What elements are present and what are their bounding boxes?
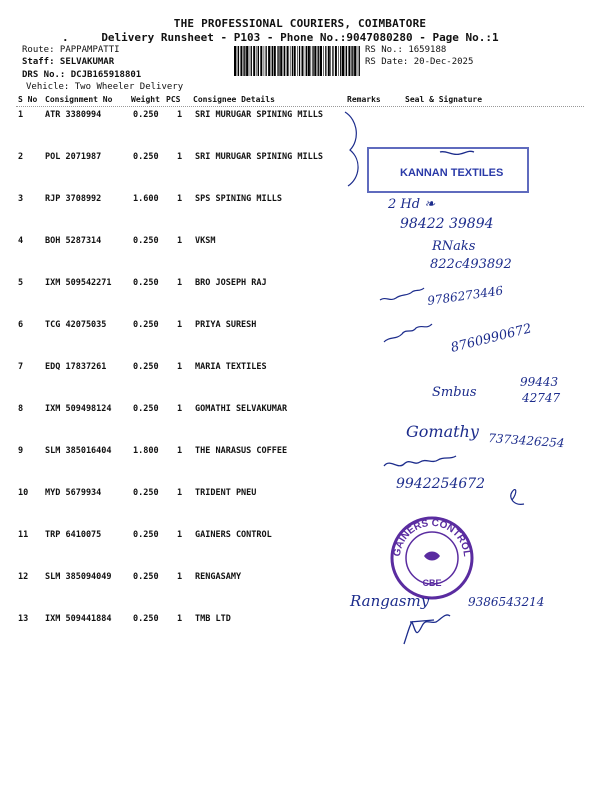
row-sno: 1 xyxy=(18,110,24,120)
row-consignee: RENGASAMY xyxy=(195,572,242,582)
row-consignment-no: POL 2071987 xyxy=(45,152,102,162)
row-sno: 3 xyxy=(18,194,24,204)
sig5-scrawl xyxy=(380,288,424,300)
col-remarks: Remarks xyxy=(347,95,381,104)
row-sno: 9 xyxy=(18,446,24,456)
gainers-stamp xyxy=(392,518,472,598)
barcode-image xyxy=(234,46,362,76)
row-pcs: 1 xyxy=(177,278,183,288)
row-pcs: 1 xyxy=(177,446,183,456)
row-consignee: PRIYA SURESH xyxy=(195,320,257,330)
row-consignee: MARIA TEXTILES xyxy=(195,362,267,372)
row-consignee: THE NARASUS COFFEE xyxy=(195,446,288,456)
stamp-emblem-icon xyxy=(424,552,440,561)
bullet-dot: . xyxy=(62,31,69,44)
row-consignee: TMB LTD xyxy=(195,614,231,624)
row-sno: 10 xyxy=(18,488,29,498)
row-sno: 13 xyxy=(18,614,29,624)
row-consignee: SPS SPINING MILLS xyxy=(195,194,282,204)
row-weight: 0.250 xyxy=(133,320,159,330)
sig6-phone: 8760990672 xyxy=(449,321,534,356)
company-title: THE PROFESSIONAL COURIERS, COIMBATORE xyxy=(173,17,427,30)
row-pcs: 1 xyxy=(177,572,183,582)
row-weight: 1.600 xyxy=(133,194,159,204)
row-consignment-no: BOH 5287314 xyxy=(45,236,102,246)
vehicle-label: Vehicle: Two Wheeler Delivery xyxy=(26,82,184,92)
row-consignment-no: EDQ 17837261 xyxy=(45,362,107,372)
row-consignee: SRI MURUGAR SPINING MILLS xyxy=(195,152,323,162)
sig13-phone: 9386543214 xyxy=(468,595,545,609)
sig8-name: Smbus xyxy=(432,385,477,400)
sig4-phone: 822c493892 xyxy=(430,257,512,272)
row-weight: 1.800 xyxy=(133,446,159,456)
row-sno: 5 xyxy=(18,278,24,288)
staff-label: Staff: SELVAKUMAR xyxy=(22,57,115,67)
row-weight: 0.250 xyxy=(133,530,159,540)
row-consignee: SRI MURUGAR SPINING MILLS xyxy=(195,110,323,120)
sig5-phone: 9786273446 xyxy=(426,283,505,308)
runsheet-subtitle: Delivery Runsheet - P103 - Phone No.:9047080280 - Page No.:1 xyxy=(101,31,499,44)
row-consignee: GAINERS CONTROL xyxy=(195,530,272,540)
row-pcs: 1 xyxy=(177,362,183,372)
row-consignment-no: IXM 509498124 xyxy=(45,404,112,414)
sig11-mark xyxy=(511,490,524,505)
row-pcs: 1 xyxy=(177,530,183,540)
sig4-name: RNaks xyxy=(432,239,476,254)
row-weight: 0.250 xyxy=(133,488,159,498)
sig10-scrawl xyxy=(384,456,456,466)
gainers-stamp-cbe: CBE xyxy=(422,578,442,588)
row-pcs: 1 xyxy=(177,488,183,498)
row-weight: 0.250 xyxy=(133,152,159,162)
sig8-phone-b: 42747 xyxy=(522,391,561,405)
sig9-name: Gomathy xyxy=(406,422,479,441)
sig3-scrawl: 2 Hd ❧ xyxy=(388,197,436,212)
col-pcs: PCS xyxy=(166,95,181,104)
row-sno: 6 xyxy=(18,320,24,330)
row-sno: 11 xyxy=(18,530,29,540)
row-pcs: 1 xyxy=(177,320,183,330)
row-weight: 0.250 xyxy=(133,110,159,120)
kannan-stamp xyxy=(368,148,528,192)
row-pcs: 1 xyxy=(177,236,183,246)
drs-number: DRS No.: DCJB165918801 xyxy=(22,70,142,80)
row-weight: 0.250 xyxy=(133,572,159,582)
row-consignment-no: IXM 509542271 xyxy=(45,278,112,288)
row-pcs: 1 xyxy=(177,614,183,624)
rs-number: RS No.: 1659188 xyxy=(365,45,447,55)
header-rule xyxy=(16,106,584,107)
col-sno: S No xyxy=(18,95,38,104)
row-sno: 12 xyxy=(18,572,29,582)
row-consignment-no: ATR 3380994 xyxy=(45,110,102,120)
row-consignee: VKSM xyxy=(195,236,216,246)
sig3-phone: 98422 39894 xyxy=(400,216,494,232)
sig13-name: Rangasmy xyxy=(350,592,430,610)
row-consignment-no: TRP 6410075 xyxy=(45,530,102,540)
row-consignment-no: RJP 3708992 xyxy=(45,194,102,204)
row-sno: 4 xyxy=(18,236,24,246)
row-consignee: BRO JOSEPH RAJ xyxy=(195,278,267,288)
row-consignment-no: SLM 385016404 xyxy=(45,446,112,456)
row-weight: 0.250 xyxy=(133,614,159,624)
row-consignment-no: SLM 385094049 xyxy=(45,572,112,582)
col-consignee: Consignee Details xyxy=(193,95,275,104)
sig6-scrawl xyxy=(384,324,432,342)
route-label: Route: PAPPAMPATTI xyxy=(22,45,120,55)
row-sno: 7 xyxy=(18,362,24,372)
svg-text:GAINERS CONTROL xyxy=(392,518,472,557)
kannan-stamp-text: KANNAN TEXTILES xyxy=(400,167,504,179)
row-pcs: 1 xyxy=(177,404,183,414)
row-sno: 2 xyxy=(18,152,24,162)
sig13-signature xyxy=(404,615,450,644)
sig8-phone-a: 99443 xyxy=(520,375,559,389)
sig9-phone: 7373426254 xyxy=(487,431,565,451)
row-weight: 0.250 xyxy=(133,362,159,372)
row-pcs: 1 xyxy=(177,152,183,162)
row-consignment-no: TCG 42075035 xyxy=(45,320,107,330)
rs-date: RS Date: 20-Dec-2025 xyxy=(365,57,474,67)
row-consignee: TRIDENT PNEU xyxy=(195,488,257,498)
row-pcs: 1 xyxy=(177,194,183,204)
row-pcs: 1 xyxy=(177,110,183,120)
row-weight: 0.250 xyxy=(133,278,159,288)
col-consignment: Consignment No xyxy=(45,95,113,104)
bracket-mark xyxy=(345,112,358,186)
row-consignment-no: MYD 5679934 xyxy=(45,488,102,498)
gainers-stamp-text: GAINERS CONTROL xyxy=(391,517,473,558)
row-consignee: GOMATHI SELVAKUMAR xyxy=(195,404,288,414)
row-sno: 8 xyxy=(18,404,24,414)
row-weight: 0.250 xyxy=(133,236,159,246)
row-weight: 0.250 xyxy=(133,404,159,414)
row-consignment-no: IXM 509441884 xyxy=(45,614,112,624)
sig10-phone: 9942254672 xyxy=(396,476,486,492)
col-weight: Weight xyxy=(131,95,160,104)
col-seal-signature: Seal & Signature xyxy=(405,95,483,104)
